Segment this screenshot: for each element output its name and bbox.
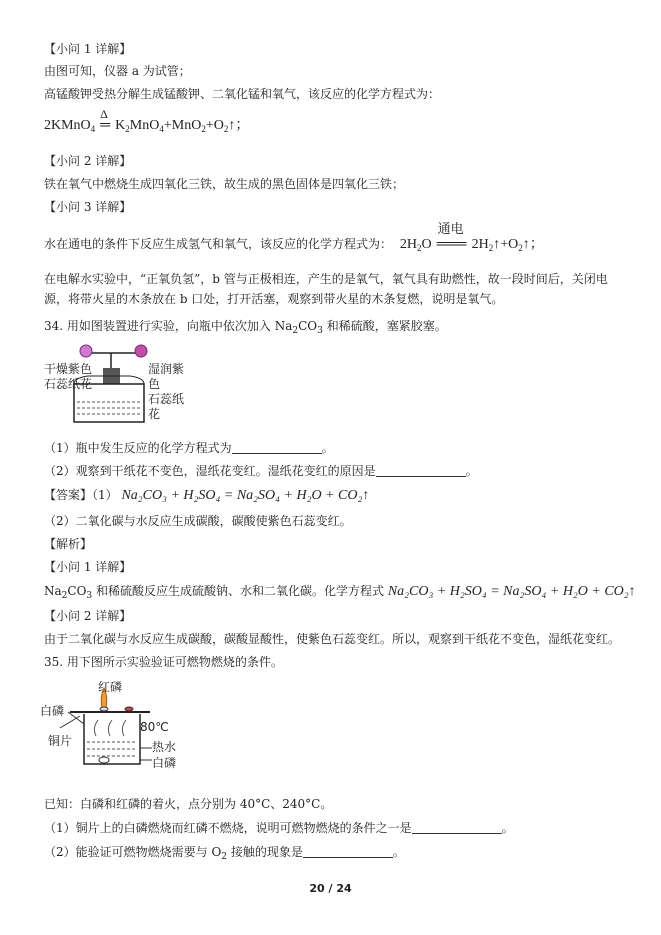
eq2-sub-c: 2 [518,243,523,253]
q34-sub1-text: （1）瓶中发生反应的化学方程式为 [44,441,232,455]
fig-right-label-2: 石蕊纸花 [148,392,185,421]
eq2-arrow: 通电 ═══ [436,221,467,252]
equation-kmno4 [44,107,250,134]
detail3-text: 水在通电的条件下反应生成氢气和氧气，该反应的化学方程式为： [44,237,393,251]
detail3-line1 [44,221,544,253]
q34-answer [44,487,369,504]
q35-figure [40,678,200,774]
eq1-sub: 4 [90,124,96,134]
q34-figure [44,340,194,430]
detail3-heading: 【小问 3 详解】 [44,200,132,214]
q34-sub2-end: 。 [465,464,478,478]
page-number: 20 / 24 [309,882,352,895]
eq2-lhs-b: O [421,237,432,252]
q35-sub2 [44,844,405,860]
q34-d1-text [44,583,636,600]
q34-sub1-end: 。 [321,441,334,455]
eq1-sub-c: 2 [201,124,206,134]
d1-equation: Na₂CO₃ + H₂SO₄ = Na₂SO₄ + H₂O + CO₂↑ [387,584,636,599]
detail2-line1: 铁在氧气中燃烧生成四氧化三铁，故生成的黑色固体是四氧化三铁； [44,177,405,191]
fig-left-label [44,362,92,392]
eq1-sub-b: 4 [159,124,164,134]
eq1-condition: Δ [100,107,108,121]
d1-b: CO [67,584,87,598]
answer-equation: Na₂CO₃ + H₂SO₄ = Na₂SO₄ + H₂O + CO₂↑ [121,488,370,503]
q35-sub1-end: 。 [501,821,514,835]
eq2-rhs-b: ↑+O [493,237,519,252]
q34-analysis: 【解析】 [44,537,93,551]
equation-electrolysis [399,221,544,253]
eq2-sub-a: 2 [416,243,422,253]
wet-flower-icon [135,345,147,357]
q34-d1-heading: 【小问 1 详解】 [44,560,132,574]
fig-right-label-1: 湿润紫色 [148,362,185,391]
eq2-rhs-c: ↑； [522,237,544,252]
eq2-rhs: 2H [471,237,489,252]
fig-left-label-2: 石蕊纸花 [44,377,93,391]
q34-d2-text: 由于二氧化碳与水反应生成碳酸，碳酸显酸性，使紫色石蕊变红。所以，观察到干纸花不变色，湿纸花变红。 [44,632,621,646]
dry-flower-icon [80,345,92,357]
detail2-heading: 【小问 2 详解】 [44,154,132,168]
q34-d2-heading: 【小问 2 详解】 [44,609,132,623]
q34-sub2-text: （2）观察到干纸花不变色，湿纸花变红。湿纸花变红的原因是 [44,464,376,478]
q35-stem: 35. 用下图所示实验验证可燃物燃烧的条件。 [44,655,283,669]
q34-stem-sub-b: 3 [317,326,323,336]
q34-answer2: （2）二氧化碳与水反应生成碳酸，碳酸使紫色石蕊变红。 [44,514,352,528]
label-temperature: 80℃ [140,720,169,734]
q35-sub1-text: （1）铜片上的白磷燃烧而红磷不燃烧，说明可燃物燃烧的条件之一是 [44,821,412,835]
eq1-rhs-k: K [115,118,126,133]
answer-label: 【答案】（1） [44,488,118,502]
answer-blank[interactable] [232,441,322,454]
q34-stem-c: 和稀硫酸，塞紧胶塞。 [322,319,447,333]
label-hot-water: 热水 [152,740,177,754]
detail1-line2: 高锰酸钾受热分解生成锰酸钾、二氧化锰和氧气，该反应的化学方程式为： [44,87,441,101]
d1-c: 和稀硫酸反应生成硫酸钠、水和二氧化碳。化学方程式 [92,584,384,598]
eq1-rhs-e: ↑； [228,118,250,133]
d1-a: Na [44,584,62,598]
q35-sub2-a: （2）能验证可燃物燃烧需要与 O [44,845,222,859]
eq1-arrow: Δ ═ [100,107,111,133]
q35-sub2-sub: 2 [221,852,228,862]
answer-blank[interactable] [376,464,466,477]
detail1-heading: 【小问 1 详解】 [44,42,132,56]
q35-sub1 [44,820,514,836]
q34-stem-a: 34. 用如图装置进行实验，向瓶中依次加入 Na [44,319,293,333]
eq1-sub-a: 2 [125,124,130,134]
eq1-rhs-c: +MnO [163,118,202,133]
eq1-rhs-b: MnO [129,118,160,133]
label-red-phosphorus: 红磷 [98,680,123,694]
q34-stem [44,318,447,334]
q35-sub2-b: 接触的现象是 [227,845,303,859]
d1-sub-a: 2 [61,591,68,601]
detail3-paragraph: 在电解水实验中，“正氧负氢”，b 管与正极相连，产生的是氧气，氧气具有助燃性，故一段时间后，关闭电源，将带火星的木条放在 b 口处，打开活塞，观察到带火星的木条复燃，说明是氧气。 [44,272,608,306]
q35-known: 已知：白磷和红磷的着火，点分别为 40°C、240°C。 [44,797,333,811]
eq1-lhs: 2KMnO [44,118,91,133]
q34-stem-b: CO [298,319,318,333]
q34-sub2 [44,463,478,479]
label-copper: 铜片 [48,734,73,748]
eq1-sub-d: 2 [223,124,229,134]
fig-right-label [148,362,194,422]
eq2-lhs: 2H [399,237,417,252]
d1-sub-b: 3 [86,591,93,601]
eq2-condition: 通电 [437,221,464,236]
label-white-phosphorus-2: 白磷 [152,756,177,770]
answer-blank[interactable] [412,821,502,834]
eq2-sub-b: 2 [488,243,494,253]
fig-left-label-1: 干燥紫色 [44,362,93,376]
q35-sub2-end: 。 [392,845,405,859]
q34-stem-sub-a: 2 [292,326,299,336]
label-white-phosphorus: 白磷 [40,704,65,718]
eq1-rhs-d: +O [205,118,224,133]
answer-blank[interactable] [303,845,393,858]
q34-sub1 [44,440,334,456]
detail1-line1: 由图可知，仪器 a 为试管； [44,64,191,78]
